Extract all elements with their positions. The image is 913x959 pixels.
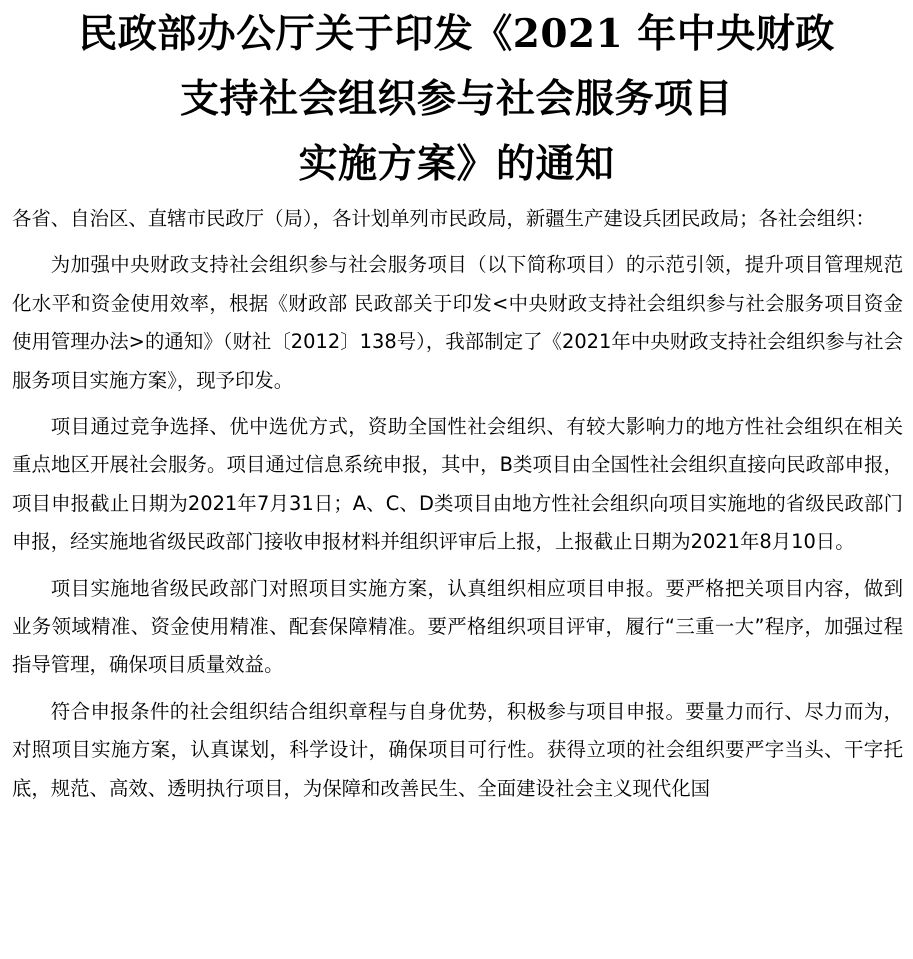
document-body: [12, 200, 903, 816]
title-line-3: 实施方案》的通知: [298, 141, 615, 187]
addressee: 各省、自治区、直辖市民政厅（局），各计划单列市民政局，新疆生产建设兵团民政局；各社会组织：: [12, 207, 875, 230]
paragraph-2: 项目通过竞争选择、优中选优方式，资助全国性社会组织、有较大影响力的地方性社会组织在相关重点地区开展社会服务。项目通过信息系统申报，其中，B类项目由全国性社会组织直接向民政部申报，项目申报截止日期为2021年7月31日；A、C、D类项目由地方性社会组织向项目实施地的省级民政部门申报，经实施地省级民政部门接收申报材料并组织评审后上报，上报截止日期为2021年8月10日。: [12, 415, 903, 554]
title-line-1: 民政部办公厅关于印发《2021 年中央财政: [78, 11, 835, 57]
title-line-2: 支持社会组织参与社会服务项目: [179, 76, 733, 122]
document-title: [0, 2, 913, 197]
paragraph-3: 项目实施地省级民政部门对照项目实施方案，认真组织相应项目申报。要严格把关项目内容，做到业务领域精准、资金使用精准、配套保障精准。要严格组织项目评审，履行“三重一大”程序，加强过程指导管理，确保项目质量效益。: [12, 576, 903, 677]
paragraph-1: 为加强中央财政支持社会组织参与社会服务项目（以下简称项目）的示范引领，提升项目管理规范化水平和资金使用效率，根据《财政部 民政部关于印发<中央财政支持社会组织参与社会服务项目资金使用管理办法>的通知》（财社〔2012〕138号），我部制定了《2021年中央财政支持社会组织参与社会服务项目实施方案》，现予印发。: [12, 253, 903, 392]
paragraph-4: 符合申报条件的社会组织结合组织章程与自身优势，积极参与项目申报。要量力而行、尽力而为，对照项目实施方案，认真谋划，科学设计，确保项目可行性。获得立项的社会组织要严字当头、干字托底，规范、高效、透明执行项目，为保障和改善民生、全面建设社会主义现代化国: [12, 699, 903, 800]
